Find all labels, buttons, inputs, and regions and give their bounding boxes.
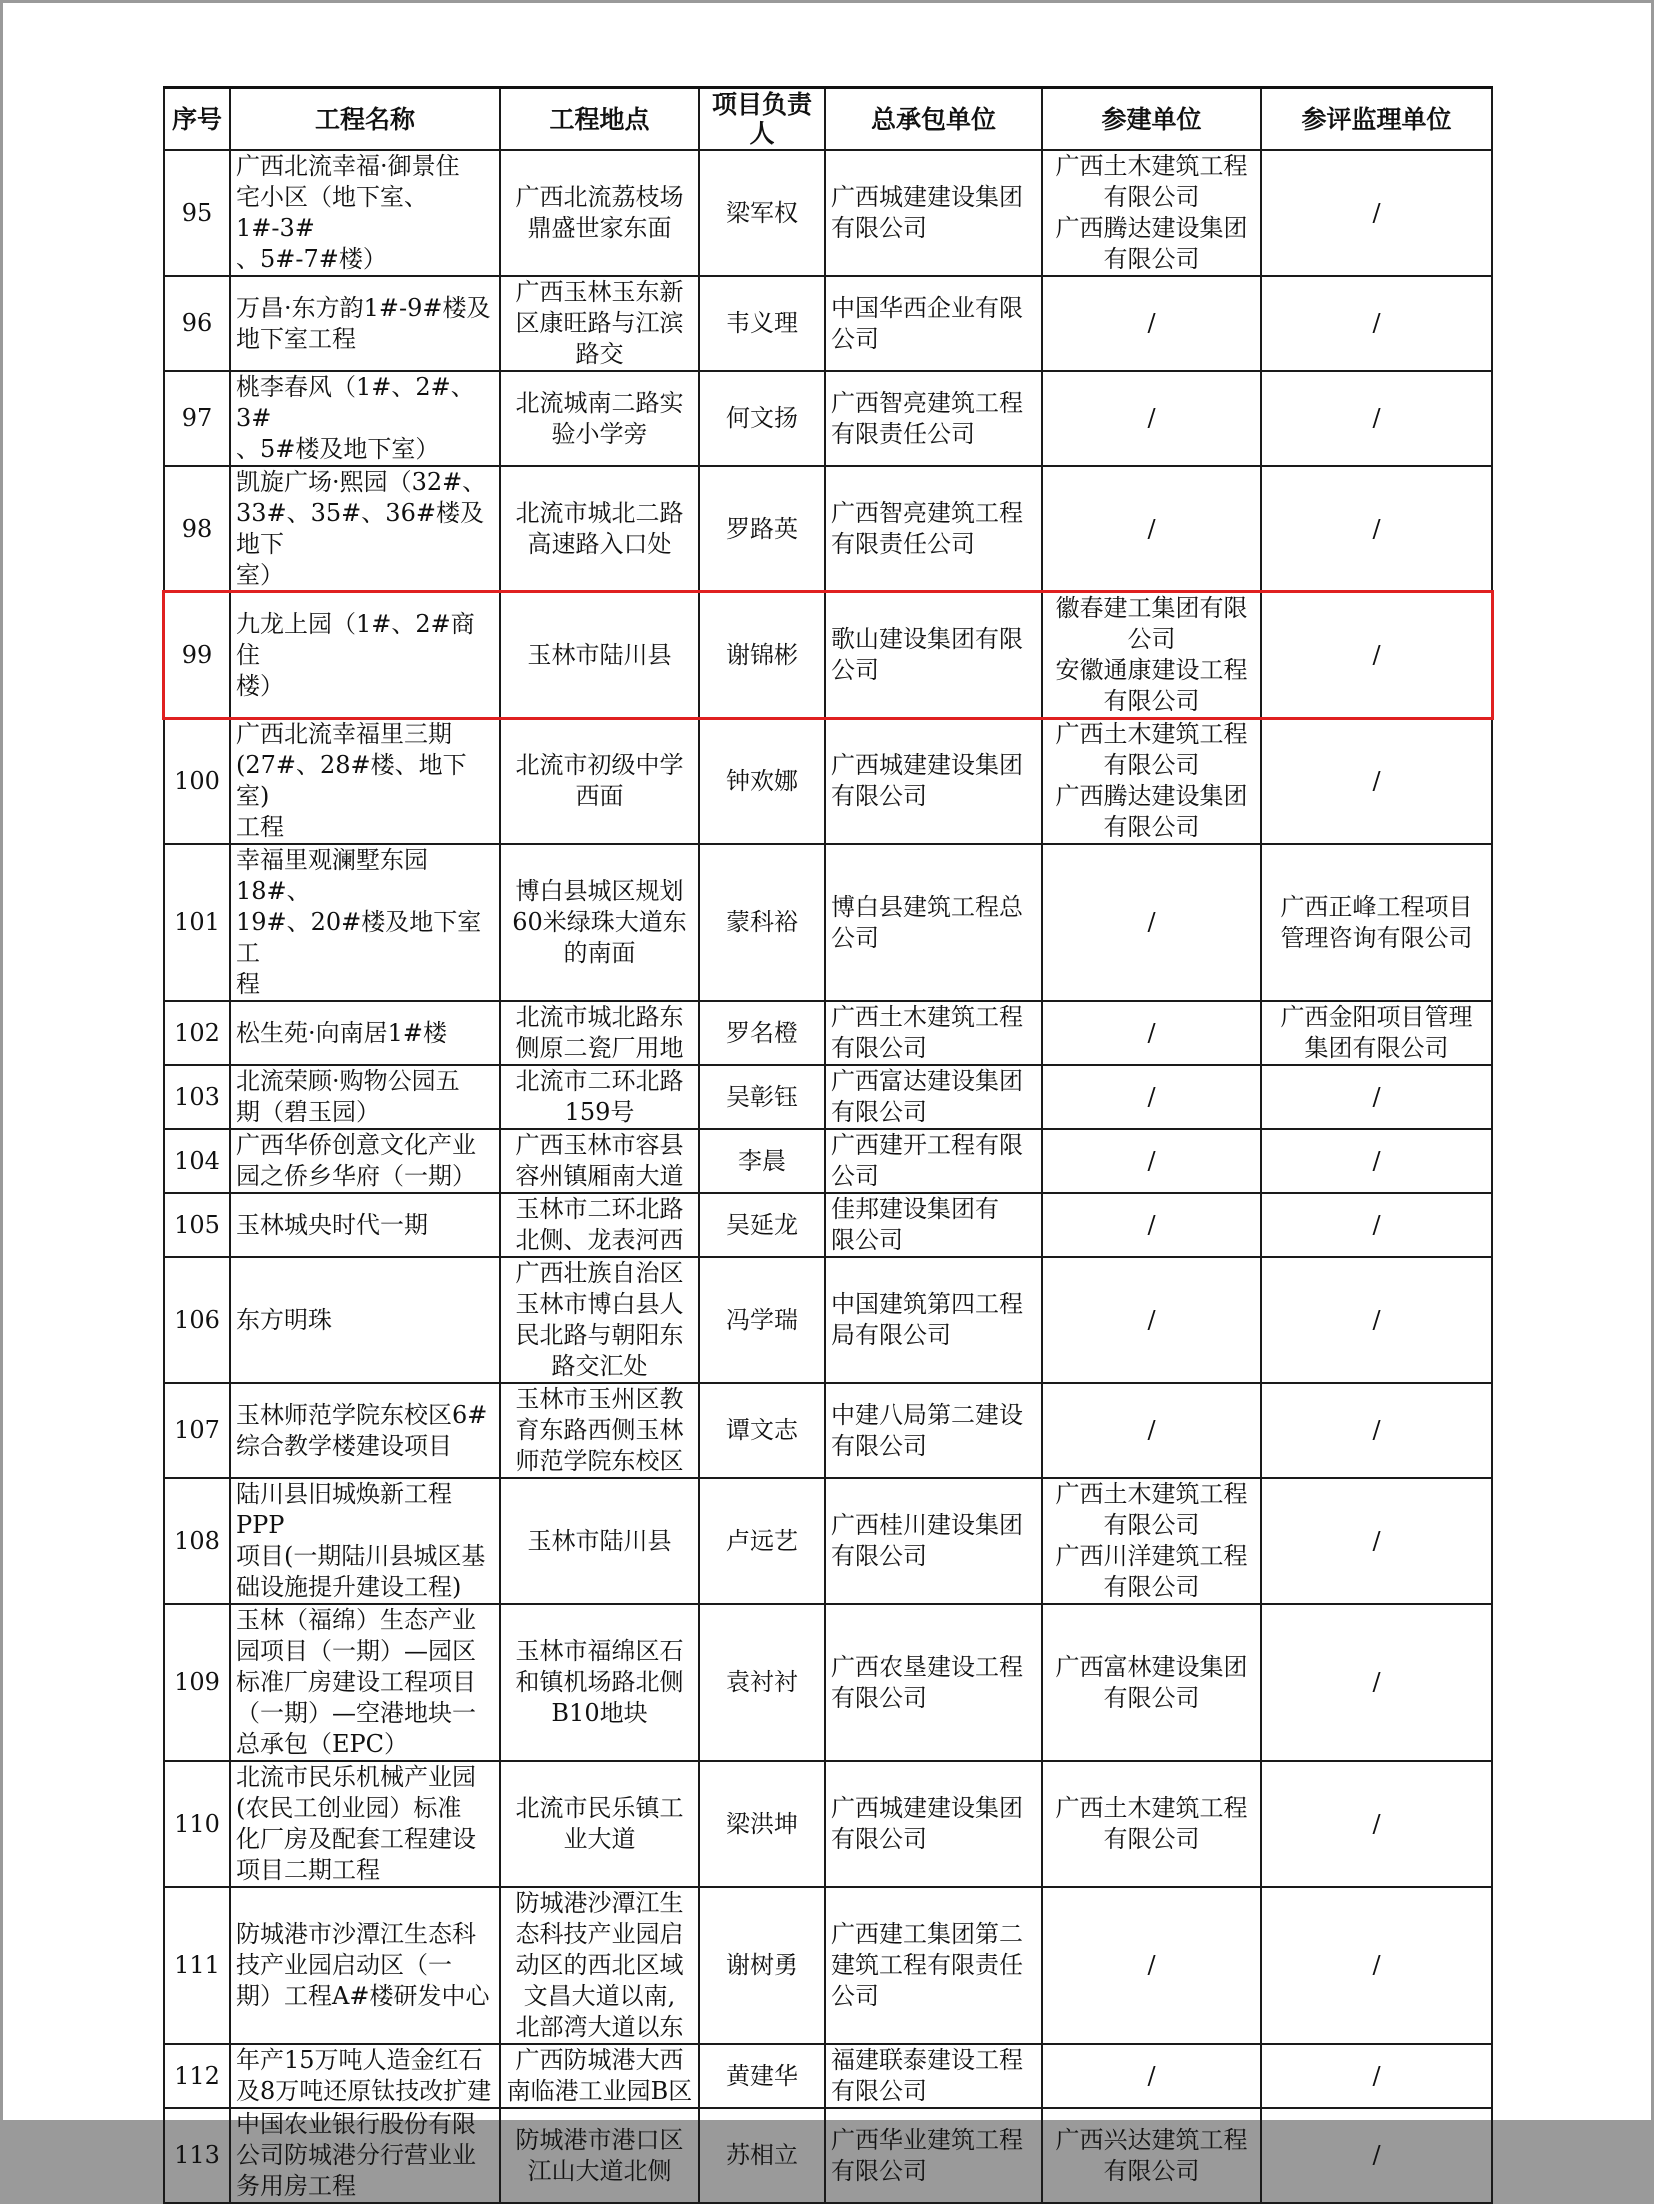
header-leader: 项目负责 人 — [699, 88, 825, 151]
cell-index — [164, 1065, 230, 1129]
cell-participant-text: 广西土木建筑工程 有限公司 — [1055, 1794, 1248, 1853]
cell-contractor-text: 广西城建建设集团 有限公司 — [831, 751, 1023, 810]
cell-index-text: 112 — [174, 2061, 220, 2090]
cell-index-text: 105 — [174, 1210, 220, 1239]
cell-participant — [1042, 1193, 1261, 1257]
cell-contractor-text: 广西富达建设集团 有限公司 — [831, 1067, 1023, 1126]
cell-contractor-text: 中国华西企业有限 公司 — [831, 293, 1023, 353]
cell-location-text: 北流城南二路实 验小学旁 — [515, 388, 684, 448]
table-row — [164, 466, 1492, 592]
cell-index-text: 100 — [174, 766, 220, 795]
cell-supervisor-text: 广西正峰工程项目 管理咨询有限公司 — [1280, 892, 1473, 952]
cell-index — [164, 1257, 230, 1383]
cell-participant-text: / — [1147, 2061, 1156, 2090]
cell-leader — [699, 1065, 825, 1129]
cell-project-name-text: 幸福里观澜墅东园18#、 19#、20#楼及地下室工 程 — [236, 846, 482, 998]
cell-contractor — [825, 1887, 1042, 2044]
cell-leader-text: 黄建华 — [726, 2061, 798, 2090]
cell-index-text: 99 — [181, 640, 213, 669]
cell-contractor — [825, 844, 1042, 1001]
cell-participant-text: 广西富林建设集团 有限公司 — [1055, 1652, 1248, 1712]
cell-supervisor-text: / — [1372, 766, 1381, 795]
cell-project-name-text: 凯旋广场·熙园（32#、 33#、35#、36#楼及地下 室） — [236, 468, 487, 589]
cell-leader — [699, 2044, 825, 2108]
table-row — [164, 1478, 1492, 1604]
cell-project-name-text: 玉林（福绵）生态产业 园项目（一期）—园区 标准厂房建设工程项目 （一期）—空港地块一 总承包（EPC） — [236, 1606, 476, 1758]
cell-project-name — [230, 1383, 500, 1478]
project-table — [163, 86, 1493, 2204]
cell-participant-text: / — [1147, 1210, 1156, 1239]
cell-index — [164, 276, 230, 371]
cell-supervisor-text: / — [1372, 404, 1381, 432]
cell-supervisor — [1261, 371, 1492, 466]
cell-leader-text: 谢锦彬 — [726, 640, 798, 669]
cell-index-text: 111 — [174, 1951, 220, 1979]
cell-location-text: 北流市二环北路 159号 — [515, 1067, 684, 1126]
cell-project-name-text: 玉林师范学院东校区6# 综合教学楼建设项目 — [236, 1400, 488, 1460]
cell-location — [500, 150, 699, 276]
cell-participant — [1042, 1257, 1261, 1383]
cell-leader-text: 梁洪坤 — [726, 1809, 798, 1838]
cell-supervisor-text: / — [1372, 1809, 1381, 1838]
cell-contractor-text: 广西城建建设集团 有限公司 — [831, 1794, 1023, 1853]
cell-project-name-text: 北流市民乐机械产业园 (农民工创业园）标准 化厂房及配套工程建设 项目二期工程 — [236, 1763, 476, 1884]
cell-leader — [699, 2108, 825, 2203]
cell-location-text: 博白县城区规划 60米绿珠大道东 的南面 — [512, 877, 687, 967]
cell-supervisor — [1261, 2108, 1492, 2203]
table-row — [164, 718, 1492, 844]
cell-supervisor-text: / — [1372, 309, 1381, 337]
cell-location-text: 玉林市玉州区教 育东路西侧玉林 师范学院东校区 — [515, 1385, 684, 1475]
table-row — [164, 844, 1492, 1001]
cell-supervisor-text: / — [1372, 514, 1381, 543]
cell-location — [500, 1193, 699, 1257]
cell-participant — [1042, 1001, 1261, 1065]
cell-contractor-text: 广西智亮建筑工程 有限责任公司 — [831, 388, 1023, 448]
header-participant: 参建单位 — [1042, 88, 1261, 151]
cell-leader-text: 卢远艺 — [726, 1526, 798, 1555]
cell-participant — [1042, 150, 1261, 276]
cell-participant-text: / — [1147, 1305, 1156, 1334]
cell-contractor — [825, 1478, 1042, 1604]
cell-contractor — [825, 2044, 1042, 2108]
cell-index — [164, 1761, 230, 1887]
cell-leader-text: 韦义理 — [726, 309, 798, 337]
cell-location-text: 北流市城北二路 高速路入口处 — [515, 499, 684, 558]
table-row — [164, 1383, 1492, 1478]
cell-location — [500, 1761, 699, 1887]
cell-index — [164, 844, 230, 1001]
cell-leader — [699, 1604, 825, 1761]
cell-project-name — [230, 1604, 500, 1761]
cell-participant — [1042, 2044, 1261, 2108]
cell-index-text: 102 — [174, 1018, 220, 1047]
cell-leader-text: 谢树勇 — [726, 1951, 798, 1979]
cell-supervisor-text: / — [1372, 1416, 1381, 1444]
cell-contractor-text: 广西土木建筑工程 有限公司 — [831, 1003, 1023, 1062]
cell-index — [164, 1001, 230, 1065]
cell-leader — [699, 1193, 825, 1257]
cell-project-name-text: 东方明珠 — [236, 1305, 332, 1334]
table-row — [164, 1761, 1492, 1887]
cell-project-name-text: 松生苑·向南居1#楼 — [236, 1018, 448, 1047]
cell-project-name-text: 玉林城央时代一期 — [236, 1210, 428, 1239]
cell-supervisor-text: / — [1372, 1668, 1381, 1696]
cell-index-text: 110 — [174, 1809, 220, 1838]
cell-participant — [1042, 1065, 1261, 1129]
cell-leader-text: 李晨 — [738, 1146, 786, 1175]
cell-index-text: 98 — [181, 514, 213, 543]
cell-project-name — [230, 1001, 500, 1065]
cell-participant-text: / — [1147, 404, 1156, 432]
cell-leader — [699, 276, 825, 371]
cell-participant — [1042, 371, 1261, 466]
cell-supervisor-text: / — [1372, 2141, 1381, 2169]
cell-supervisor-text: / — [1372, 1210, 1381, 1239]
cell-supervisor-text: / — [1372, 1146, 1381, 1175]
cell-project-name — [230, 2108, 500, 2203]
cell-supervisor-text: / — [1372, 640, 1381, 669]
header-index: 序号 — [164, 88, 230, 151]
cell-location — [500, 1478, 699, 1604]
cell-index-text: 108 — [174, 1526, 220, 1555]
cell-contractor — [825, 1129, 1042, 1193]
cell-leader-text: 梁军权 — [726, 198, 798, 227]
cell-participant — [1042, 276, 1261, 371]
cell-leader-text: 苏相立 — [726, 2141, 798, 2169]
cell-index-text: 95 — [181, 198, 213, 227]
cell-index — [164, 592, 230, 718]
cell-location — [500, 2044, 699, 2108]
cell-participant — [1042, 2108, 1261, 2203]
cell-project-name-text: 年产15万吨人造金红石 及8万吨还原钛技改扩建 — [236, 2046, 492, 2105]
cell-contractor-text: 广西建工集团第二 建筑工程有限责任 公司 — [831, 1920, 1023, 2010]
cell-leader-text: 谭文志 — [726, 1416, 798, 1444]
cell-supervisor — [1261, 718, 1492, 844]
cell-contractor-text: 广西华业建筑工程 有限公司 — [831, 2125, 1023, 2185]
cell-participant-text: 广西兴达建筑工程 有限公司 — [1055, 2125, 1248, 2185]
cell-location — [500, 1129, 699, 1193]
cell-project-name — [230, 592, 500, 718]
header-contractor: 总承包单位 — [825, 88, 1042, 151]
cell-participant — [1042, 466, 1261, 592]
cell-location — [500, 1065, 699, 1129]
table-row — [164, 592, 1492, 718]
cell-participant — [1042, 1383, 1261, 1478]
cell-supervisor — [1261, 1257, 1492, 1383]
cell-leader-text: 袁衬衬 — [726, 1668, 798, 1696]
header-location: 工程地点 — [500, 88, 699, 151]
cell-location — [500, 1383, 699, 1478]
cell-project-name — [230, 718, 500, 844]
cell-project-name — [230, 371, 500, 466]
cell-index — [164, 371, 230, 466]
table-row — [164, 1065, 1492, 1129]
cell-leader — [699, 1761, 825, 1887]
cell-leader-text: 吴彰钰 — [726, 1082, 798, 1111]
cell-participant-text: 广西土木建筑工程 有限公司 广西川洋建筑工程 有限公司 — [1055, 1480, 1248, 1601]
cell-location-text: 北流市初级中学 西面 — [515, 751, 684, 810]
cell-index — [164, 1887, 230, 2044]
cell-location-text: 广西壮族自治区 玉林市博白县人 民北路与朝阳东 路交汇处 — [515, 1259, 684, 1380]
table-row — [164, 2108, 1492, 2203]
cell-contractor-text: 广西农垦建设工程 有限公司 — [831, 1652, 1023, 1712]
cell-participant — [1042, 1129, 1261, 1193]
cell-contractor — [825, 150, 1042, 276]
cell-location-text: 玉林市陆川县 — [527, 1526, 672, 1555]
cell-index — [164, 1193, 230, 1257]
cell-index-text: 101 — [174, 908, 220, 936]
table-row — [164, 1257, 1492, 1383]
cell-leader — [699, 1001, 825, 1065]
cell-contractor — [825, 2108, 1042, 2203]
cell-supervisor-text: / — [1372, 2061, 1381, 2090]
cell-supervisor — [1261, 276, 1492, 371]
cell-project-name — [230, 1478, 500, 1604]
cell-leader — [699, 150, 825, 276]
cell-supervisor-text: 广西金阳项目管理 集团有限公司 — [1280, 1003, 1473, 1062]
table-row — [164, 1193, 1492, 1257]
cell-index-text: 104 — [174, 1146, 220, 1175]
cell-location — [500, 276, 699, 371]
cell-project-name-text: 九龙上园（1#、2#商住 楼） — [236, 609, 475, 700]
cell-supervisor-text: / — [1372, 198, 1381, 227]
cell-leader — [699, 592, 825, 718]
cell-project-name — [230, 1761, 500, 1887]
cell-leader-text: 蒙科裕 — [726, 908, 798, 936]
cell-participant — [1042, 844, 1261, 1001]
cell-project-name-text: 万昌·东方韵1#-9#楼及 地下室工程 — [236, 293, 491, 353]
cell-location — [500, 1001, 699, 1065]
cell-location — [500, 1604, 699, 1761]
cell-leader-text: 罗路英 — [726, 514, 798, 543]
cell-supervisor — [1261, 844, 1492, 1001]
cell-index-text: 103 — [174, 1082, 220, 1111]
cell-project-name — [230, 466, 500, 592]
cell-contractor-text: 广西城建建设集团 有限公司 — [831, 183, 1023, 242]
cell-participant-text: 广西土木建筑工程 有限公司 广西腾达建设集团 有限公司 — [1055, 152, 1248, 273]
cell-leader — [699, 1129, 825, 1193]
cell-project-name-text: 广西北流幸福·御景住 宅小区（地下室、1#-3# 、5#-7#楼） — [236, 152, 460, 273]
cell-location-text: 广西防城港大西 南临港工业园B区 — [506, 2046, 693, 2105]
cell-location-text: 广西北流荔枝场 鼎盛世家东面 — [515, 183, 684, 242]
cell-participant — [1042, 1887, 1261, 2044]
cell-index — [164, 1129, 230, 1193]
cell-supervisor-text: / — [1372, 1526, 1381, 1555]
cell-project-name-text: 广西华侨创意文化产业 园之侨乡华府（一期） — [236, 1131, 476, 1190]
cell-location-text: 防城港市港口区 江山大道北侧 — [515, 2125, 684, 2185]
cell-project-name — [230, 150, 500, 276]
cell-index — [164, 2108, 230, 2203]
cell-project-name-text: 陆川县旧城焕新工程PPP 项目(一期陆川县城区基 础设施提升建设工程) — [236, 1480, 486, 1601]
cell-leader-text: 吴延龙 — [726, 1210, 798, 1239]
cell-participant — [1042, 1478, 1261, 1604]
cell-index — [164, 1383, 230, 1478]
cell-contractor — [825, 1193, 1042, 1257]
table-row — [164, 1604, 1492, 1761]
cell-participant-text: / — [1147, 1082, 1156, 1111]
cell-location — [500, 2108, 699, 2203]
cell-contractor — [825, 718, 1042, 844]
cell-leader — [699, 371, 825, 466]
cell-index-text: 97 — [181, 404, 213, 432]
cell-supervisor — [1261, 2044, 1492, 2108]
cell-leader-text: 何文扬 — [726, 404, 798, 432]
cell-contractor — [825, 466, 1042, 592]
cell-location — [500, 1257, 699, 1383]
cell-leader-text: 罗名橙 — [726, 1018, 798, 1047]
cell-leader — [699, 466, 825, 592]
cell-location — [500, 371, 699, 466]
cell-participant-text: / — [1147, 1416, 1156, 1444]
cell-leader — [699, 1887, 825, 2044]
cell-participant — [1042, 1761, 1261, 1887]
cell-contractor-text: 福建联泰建设工程 有限公司 — [831, 2046, 1023, 2105]
cell-project-name-text: 中国农业银行股份有限 公司防城港分行营业业 务用房工程 — [236, 2110, 476, 2200]
cell-contractor — [825, 1065, 1042, 1129]
cell-index — [164, 718, 230, 844]
cell-location-text: 玉林市二环北路 北侧、龙表河西 — [515, 1195, 684, 1254]
cell-participant — [1042, 1604, 1261, 1761]
cell-location-text: 玉林市福绵区石 和镇机场路北侧 B10地块 — [515, 1637, 684, 1727]
cell-contractor-text: 博白县建筑工程总 公司 — [831, 892, 1023, 952]
cell-contractor — [825, 592, 1042, 718]
cell-index-text: 107 — [174, 1416, 220, 1444]
cell-index — [164, 2044, 230, 2108]
table-row — [164, 2044, 1492, 2108]
table-row — [164, 1001, 1492, 1065]
cell-contractor-text: 广西智亮建筑工程 有限责任公司 — [831, 499, 1023, 558]
cell-index-text: 109 — [174, 1668, 220, 1696]
table-header-row — [164, 88, 1492, 151]
cell-project-name-text: 北流荣顾·购物公园五 期（碧玉园） — [236, 1067, 460, 1126]
cell-project-name-text: 广西北流幸福里三期 (27#、28#楼、地下室) 工程 — [236, 720, 467, 841]
cell-supervisor — [1261, 1887, 1492, 2044]
cell-location — [500, 466, 699, 592]
cell-supervisor — [1261, 1129, 1492, 1193]
cell-leader-text: 钟欢娜 — [726, 766, 798, 795]
cell-contractor — [825, 1257, 1042, 1383]
header-supervisor: 参评监理单位 — [1261, 88, 1492, 151]
cell-index-text: 96 — [181, 309, 213, 337]
cell-supervisor — [1261, 1478, 1492, 1604]
table-row — [164, 1887, 1492, 2044]
cell-participant-text: / — [1147, 514, 1156, 543]
cell-participant-text: / — [1147, 1018, 1156, 1047]
cell-supervisor — [1261, 1065, 1492, 1129]
cell-leader — [699, 1257, 825, 1383]
cell-location — [500, 844, 699, 1001]
cell-location — [500, 718, 699, 844]
cell-contractor-text: 中国建筑第四工程 局有限公司 — [831, 1290, 1023, 1349]
cell-location-text: 北流市城北路东 侧原二瓷厂用地 — [515, 1003, 684, 1062]
table-row — [164, 150, 1492, 276]
cell-participant-text: 广西土木建筑工程 有限公司 广西腾达建设集团 有限公司 — [1055, 720, 1248, 841]
cell-contractor — [825, 1001, 1042, 1065]
cell-project-name — [230, 1887, 500, 2044]
cell-project-name-text: 桃李春风（1#、2#、3# 、5#楼及地下室） — [236, 373, 475, 463]
cell-supervisor — [1261, 592, 1492, 718]
cell-location-text: 广西玉林市容县 容州镇厢南大道 — [515, 1131, 684, 1190]
table-body — [164, 150, 1492, 2203]
cell-supervisor — [1261, 1383, 1492, 1478]
cell-supervisor-text: / — [1372, 1305, 1381, 1334]
cell-participant — [1042, 718, 1261, 844]
cell-location-text: 防城港沙潭江生 态科技产业园启 动区的西北区域 文昌大道以南, 北部湾大道以东 — [515, 1889, 684, 2041]
cell-project-name — [230, 1065, 500, 1129]
cell-participant-text: / — [1147, 1951, 1156, 1979]
cell-leader — [699, 1478, 825, 1604]
cell-participant-text: / — [1147, 908, 1156, 936]
cell-location-text: 广西玉林玉东新 区康旺路与江滨 路交 — [515, 278, 684, 368]
cell-index — [164, 150, 230, 276]
header-name: 工程名称 — [230, 88, 500, 151]
cell-supervisor — [1261, 466, 1492, 592]
cell-supervisor — [1261, 1001, 1492, 1065]
cell-contractor-text: 歌山建设集团有限 公司 — [831, 625, 1023, 684]
cell-location-text: 北流市民乐镇工 业大道 — [515, 1794, 684, 1853]
cell-project-name — [230, 1129, 500, 1193]
cell-contractor-text: 佳邦建设集团有 限公司 — [831, 1195, 999, 1254]
cell-location — [500, 592, 699, 718]
cell-index-text: 113 — [174, 2141, 220, 2169]
cell-index — [164, 1604, 230, 1761]
cell-location-text: 玉林市陆川县 — [527, 640, 672, 669]
cell-participant — [1042, 592, 1261, 718]
cell-supervisor — [1261, 1193, 1492, 1257]
cell-contractor-text: 中建八局第二建设 有限公司 — [831, 1400, 1023, 1460]
cell-supervisor — [1261, 1761, 1492, 1887]
cell-index-text: 106 — [174, 1305, 220, 1334]
cell-index — [164, 466, 230, 592]
cell-project-name — [230, 1193, 500, 1257]
cell-leader-text: 冯学瑞 — [726, 1305, 798, 1334]
table-row — [164, 371, 1492, 466]
cell-contractor — [825, 1604, 1042, 1761]
table-row — [164, 276, 1492, 371]
cell-leader — [699, 1383, 825, 1478]
document-page — [3, 3, 1651, 2200]
cell-contractor — [825, 1383, 1042, 1478]
cell-project-name — [230, 276, 500, 371]
cell-participant-text: / — [1147, 1146, 1156, 1175]
cell-contractor — [825, 371, 1042, 466]
cell-location — [500, 1887, 699, 2044]
cell-supervisor-text: / — [1372, 1082, 1381, 1111]
cell-index — [164, 1478, 230, 1604]
cell-contractor-text: 广西建开工程有限 公司 — [831, 1131, 1023, 1190]
cell-contractor — [825, 276, 1042, 371]
cell-supervisor-text: / — [1372, 1951, 1381, 1979]
cell-project-name — [230, 2044, 500, 2108]
cell-contractor — [825, 1761, 1042, 1887]
cell-supervisor — [1261, 1604, 1492, 1761]
cell-leader — [699, 718, 825, 844]
cell-participant-text: / — [1147, 309, 1156, 337]
cell-project-name-text: 防城港市沙潭江生态科 技产业园启动区（一 期）工程A#楼研发中心 — [236, 1920, 490, 2010]
table-row — [164, 1129, 1492, 1193]
cell-project-name — [230, 1257, 500, 1383]
cell-project-name — [230, 844, 500, 1001]
cell-supervisor — [1261, 150, 1492, 276]
cell-leader — [699, 844, 825, 1001]
cell-contractor-text: 广西桂川建设集团 有限公司 — [831, 1511, 1023, 1570]
cell-participant-text: 徽春建工集团有限 公司 安徽通康建设工程 有限公司 — [1055, 594, 1248, 715]
